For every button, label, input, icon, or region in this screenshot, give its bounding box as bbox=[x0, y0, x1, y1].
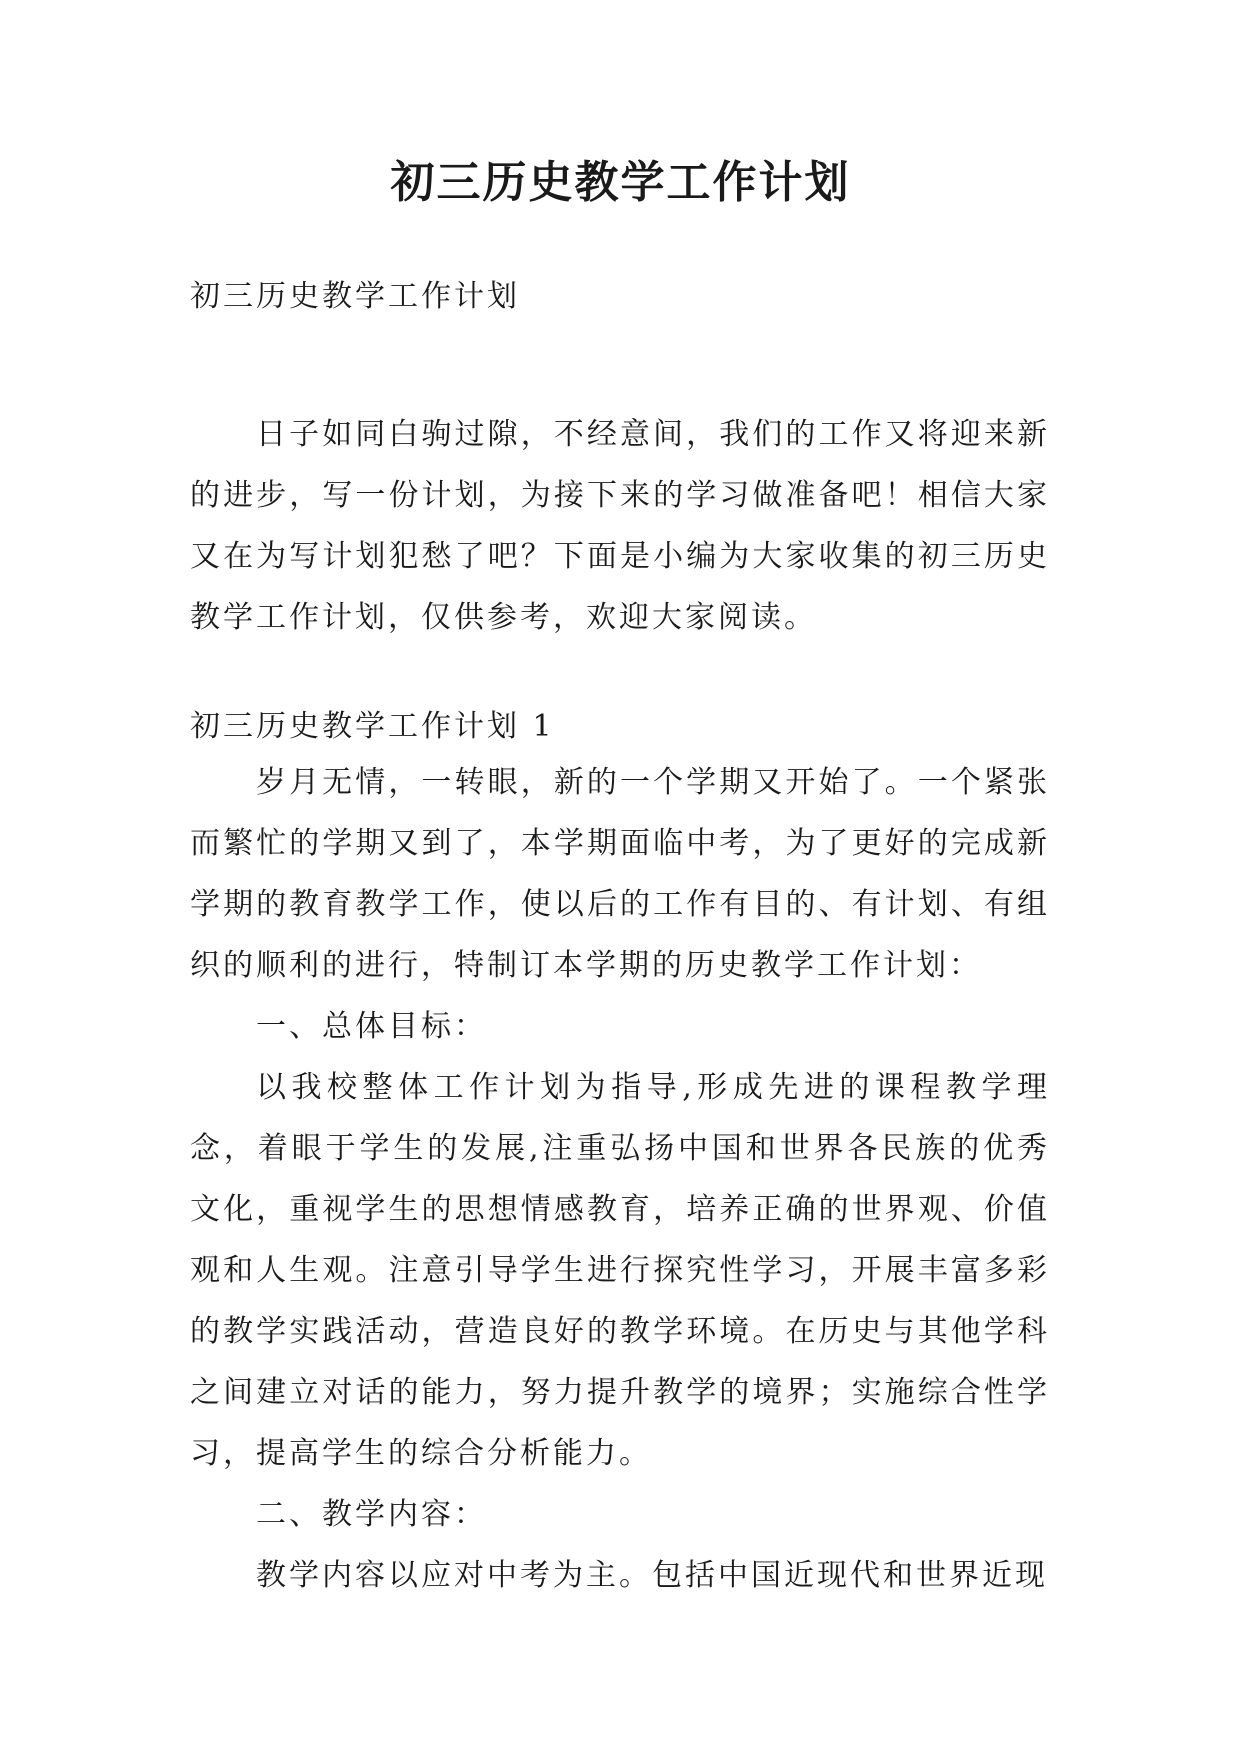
intro-paragraph: 日子如同白驹过隙，不经意间，我们的工作又将迎来新的进步，写一份计划，为接下来的学习做准备吧！相信大家又在为写计划犯愁了吧？下面是小编为大家收集的初三历史教学工作计划，仅供参考，欢迎大家阅读。 bbox=[190, 417, 1050, 635]
document-subtitle: 初三历史教学工作计划 bbox=[190, 279, 520, 314]
section-paragraph-content: 教学内容以应对中考为主。包括中国近现代和世界近现 bbox=[256, 1558, 1048, 1593]
document-title: 初三历史教学工作计划 bbox=[390, 157, 851, 208]
subheading-teaching-content: 二、教学内容： bbox=[256, 1497, 487, 1532]
subheading-overall-goals: 一、总体目标： bbox=[256, 1009, 487, 1044]
section-paragraph-goals: 以我校整体工作计划为指导,形成先进的课程教学理念，着眼于学生的发展,注重弘扬中国和世界各民族的优秀文化，重视学生的思想情感教育，培养正确的世界观、价值观和人生观。注意引导学生进行探究性学习，开展丰富多彩的教学实践活动，营造良好的教学环境。在历史与其他学科之间建立对话的能力，努力提升教学的境界；实施综合性学习，提高学生的综合分析能力。 bbox=[190, 1070, 1050, 1471]
section-body bbox=[190, 752, 1050, 1606]
section-heading: 初三历史教学工作计划 1 bbox=[190, 709, 555, 744]
section-paragraph-intro: 岁月无情，一转眼，新的一个学期又开始了。一个紧张而繁忙的学期又到了，本学期面临中考，为了更好的完成新学期的教育教学工作，使以后的工作有目的、有计划、有组织的顺利的进行，特制订本学期的历史教学工作计划： bbox=[190, 765, 1050, 983]
